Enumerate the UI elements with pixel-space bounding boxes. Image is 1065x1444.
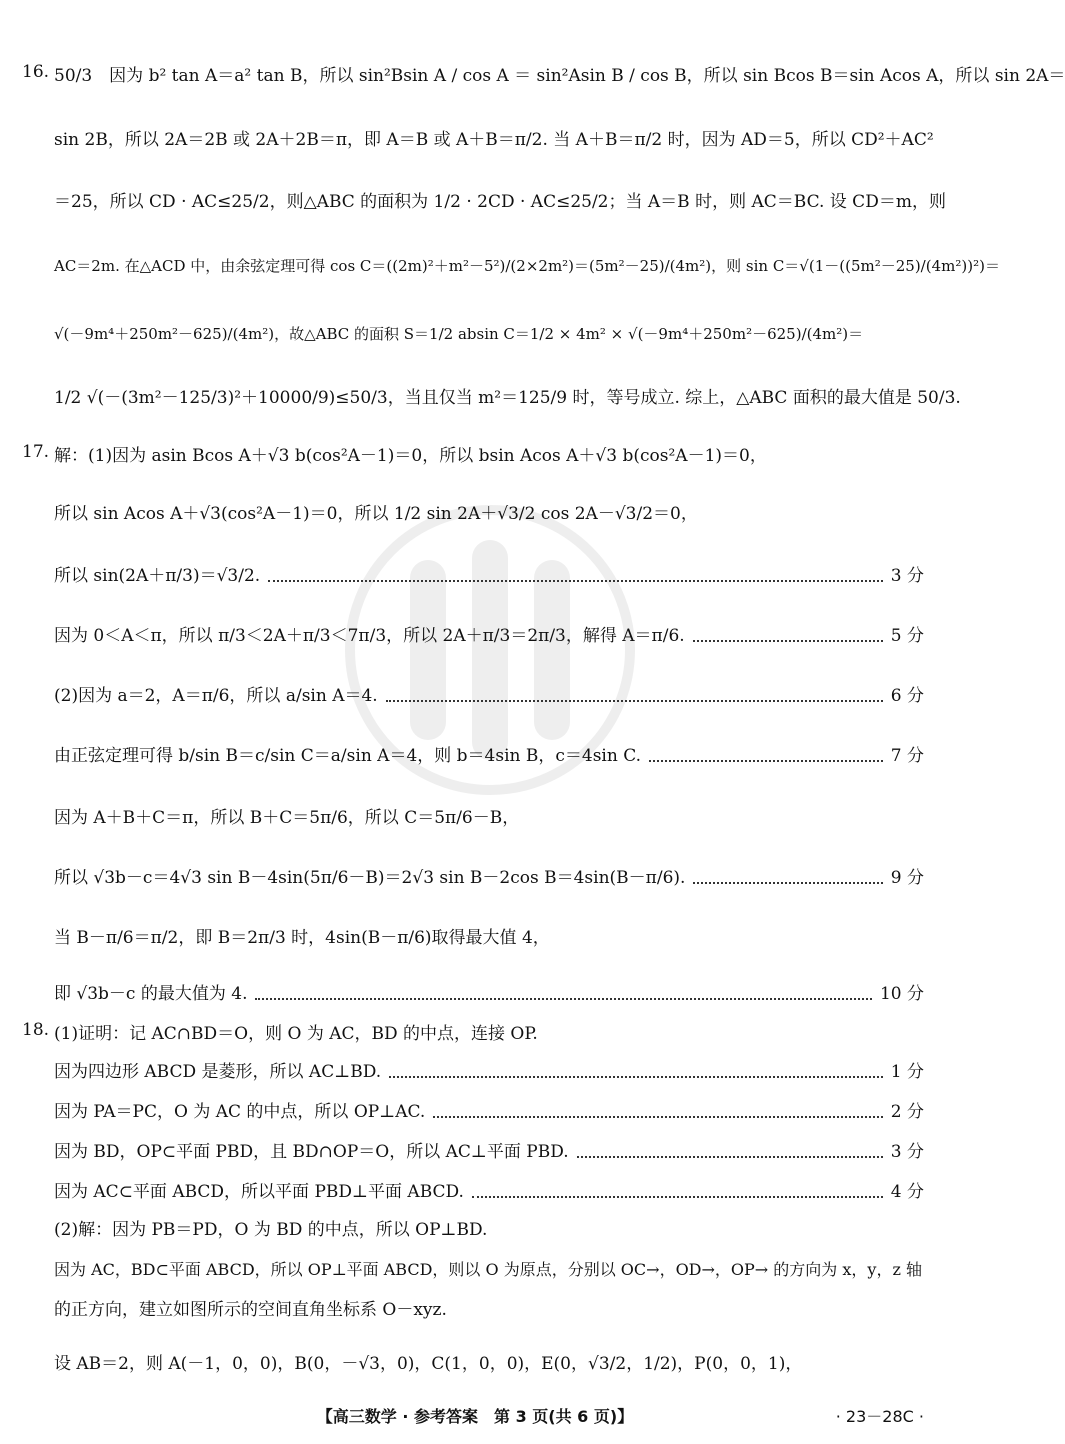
q18-line-9: 设 AB＝2，则 A(－1，0，0)，B(0，－√3，0)，C(1，0，0)，E(0，√3/2，1/2)，P(0，0，1)， bbox=[54, 1354, 803, 1374]
q17-line-3: 所以 sin(2A＋π/3)＝√3/2. 3 分 bbox=[54, 566, 924, 586]
q17-number: 17. bbox=[22, 442, 50, 462]
q18-line-4: 因为 BD，OP⊂平面 PBD，且 BD∩OP＝O，所以 AC⊥平面 PBD. 3 分 bbox=[54, 1142, 924, 1162]
q18-line-3: 因为 PA＝PC，O 为 AC 的中点，所以 OP⊥AC. 2 分 bbox=[54, 1102, 924, 1122]
q18-line-1: (1)证明：记 AC∩BD＝O，则 O 为 AC，BD 的中点，连接 OP. bbox=[54, 1024, 538, 1044]
q17-line-2: 所以 sin Acos A＋√3(cos²A－1)＝0，所以 1/2 sin 2A＋√3/2 cos 2A－√3/2＝0， bbox=[54, 504, 698, 524]
q17-line-10: 即 √3b－c 的最大值为 4. 10 分 bbox=[54, 984, 924, 1004]
page-code: · 23－28C · bbox=[835, 1407, 924, 1426]
q16-line-5: √(－9m⁴＋250m²－625)/(4m²)，故△ABC 的面积 S＝1/2 absin C＝1/2 × 4m² × √(－9m⁴＋250m²－625)/(4m²)＝ bbox=[54, 325, 864, 343]
q18-line-6: (2)解：因为 PB＝PD，O 为 BD 的中点，所以 OP⊥BD. bbox=[54, 1220, 488, 1240]
q16-line-1: 50/3 因为 b² tan A＝a² tan B，所以 sin²Bsin A / cos A ＝ sin²Asin B / cos B，所以 sin Bcos B＝sin Acos A，所以 sin 2A＝ bbox=[54, 66, 1065, 86]
q18-line-7: 因为 AC，BD⊂平面 ABCD，所以 OP⊥平面 ABCD，则以 O 为原点，分别以 OC→，OD→，OP→ 的方向为 x，y，z 轴 bbox=[54, 1260, 922, 1279]
q18-line-8: 的正方向，建立如图所示的空间直角坐标系 O－xyz. bbox=[54, 1300, 447, 1320]
q17-line-5: (2)因为 a＝2，A＝π/6，所以 a/sin A＝4. 6 分 bbox=[54, 686, 924, 706]
q18-number: 18. bbox=[22, 1020, 50, 1040]
q17-line-8: 所以 √3b－c＝4√3 sin B－4sin(5π/6－B)＝2√3 sin B－2cos B＝4sin(B－π/6). 9 分 bbox=[54, 868, 924, 888]
q16-number: 16. bbox=[22, 62, 50, 82]
q17-line-9: 当 B－π/6＝π/2，即 B＝2π/3 时，4sin(B－π/6)取得最大值 4， bbox=[54, 928, 550, 948]
q16-line-4: AC＝2m. 在△ACD 中，由余弦定理可得 cos C＝((2m)²＋m²－5²)/(2×2m²)＝(5m²－25)/(4m²)，则 sin C＝√(1－((5m²－25)/(4m²))²)＝ bbox=[54, 257, 1000, 275]
q16-line-6: 1/2 √(－(3m²－125/3)²＋10000/9)≤50/3，当且仅当 m²＝125/9 时，等号成立. 综上，△ABC 面积的最大值是 50/3. bbox=[54, 388, 961, 408]
q16-line-2: sin 2B，所以 2A＝2B 或 2A＋2B＝π，即 A＝B 或 A＋B＝π/2. 当 A＋B＝π/2 时，因为 AD＝5，所以 CD²＋AC² bbox=[54, 130, 934, 150]
q16-line-3: ＝25，所以 CD · AC≤25/2，则△ABC 的面积为 1/2 · 2CD · AC≤25/2；当 A＝B 时，则 AC＝BC. 设 CD＝m，则 bbox=[54, 192, 946, 212]
q17-line-4: 因为 0＜A＜π，所以 π/3＜2A＋π/3＜7π/3，所以 2A＋π/3＝2π/3，解得 A＝π/6. 5 分 bbox=[54, 626, 924, 646]
q18-line-5: 因为 AC⊂平面 ABCD，所以平面 PBD⊥平面 ABCD. 4 分 bbox=[54, 1182, 924, 1202]
q18-line-2: 因为四边形 ABCD 是菱形，所以 AC⊥BD. 1 分 bbox=[54, 1062, 924, 1082]
q17-line-1: 解：(1)因为 asin Bcos A＋√3 b(cos²A－1)＝0，所以 bsin Acos A＋√3 b(cos²A－1)＝0， bbox=[54, 446, 767, 466]
q17-line-7: 因为 A＋B＋C＝π，所以 B＋C＝5π/6，所以 C＝5π/6－B， bbox=[54, 808, 520, 828]
page-footer: 【高三数学 · 参考答案 第 3 页(共 6 页)】 bbox=[316, 1407, 634, 1426]
q17-line-6: 由正弦定理可得 b/sin B＝c/sin C＝a/sin A＝4，则 b＝4sin B，c＝4sin C. 7 分 bbox=[54, 746, 924, 766]
